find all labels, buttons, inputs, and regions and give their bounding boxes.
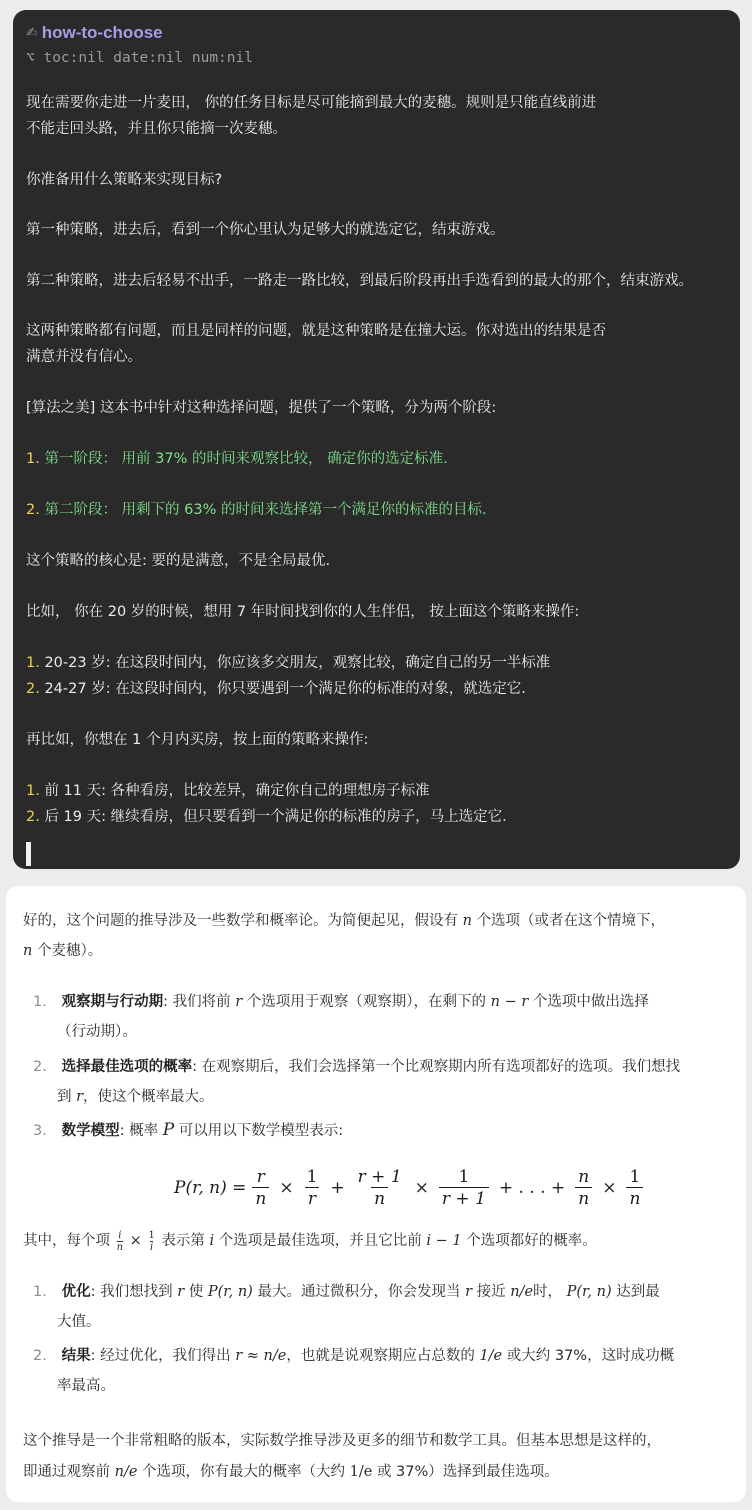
closing-line-2: 即通过观察前 n/e 个选项，你有最大的概率（大约 1/e 或 37%）选择到最佳选项。 (23, 1464, 559, 1480)
editor-text-line[interactable]: 满意并没有信心。 (26, 349, 142, 365)
document-title-text: how-to-choose (41, 23, 163, 42)
list-item-observe-act: 1. 观察期与行动期: 我们将前 r 个选项用于观察（观察期），在剩下的 n − r 个选项中做出选择 （行动期）。 (33, 994, 649, 1040)
document-title (26, 20, 163, 46)
probability-formula: P(r, n) = $\frac{r}{n}$ × $\frac{1}{r}$ + $\frac{r + 1}{n}$ × $\frac{1}{r + 1}$ + . . . + $\frac{n}{n}$ × $\frac{1}{n}$ (174, 1158, 649, 1218)
editor-text-line[interactable]: 第一种策略，进去后，看到一个你心里认为足够大的就选定它，结束游戏。 (26, 222, 505, 238)
example-list-item[interactable]: 2. 后 19 天: 继续看房，但只要看到一个满足你的标准的房子，马上选定它. (26, 809, 507, 825)
editor-text-line[interactable]: [算法之美] 这本书中针对这种选择问题，提供了一个策略，分为两个阶段: (26, 400, 497, 416)
editor-text-line[interactable]: 现在需要你走进一片麦田， 你的任务目标是尽可能摘到最大的麦穗。规则是只能直线前进 (26, 95, 597, 111)
list-item-optimize: 1. 优化: 我们想找到 r 使 P(r, n) 最大。通过微积分，你会发现当 r 接近 n/e时， P(r, n) 达到最 大值。 (33, 1284, 660, 1330)
editor-text-line[interactable]: 比如， 你在 20 岁的时候，想用 7 年时间找到你的人生伴侣， 按上面这个策略来操作: (26, 604, 580, 620)
document-options: ⌥ toc:nil date:nil num:nil (26, 50, 253, 66)
list-item-model: 3. 数学模型: 概率 P 可以用以下数学模型表示: (33, 1120, 344, 1140)
answer-panel (6, 886, 746, 1502)
example-list-item[interactable]: 1. 20-23 岁: 在这段时间内，你应该多交朋友，观察比较，确定自己的另一半标准 (26, 655, 551, 671)
editor-text-line[interactable]: 不能走回头路，并且你只能摘一次麦穗。 (26, 121, 287, 137)
editor-text-line[interactable]: 这个策略的核心是: 要的是满意，不是全局最优. (26, 553, 331, 569)
example-list-item[interactable]: 1. 前 11 天: 各种看房，比较差异，确定你自己的理想房子标准 (26, 783, 430, 799)
formula-explanation: 其中，每个项 $\frac{i}{n}$ × $\frac{1}{i}$ 表示第 i 个选项是最佳选项，并且它比前 i − 1 个选项都好的概率。 (23, 1229, 597, 1253)
editor-text-line[interactable]: 你准备用什么策略来实现目标? (26, 172, 223, 188)
text-cursor (26, 842, 31, 866)
intro-line-1: 好的，这个问题的推导涉及一些数学和概率论。为简便起见，假设有 n 个选项（或者在这个情境下， (23, 913, 666, 929)
intro-line-2: n 个麦穗）。 (23, 943, 103, 959)
list-item-probability: 2. 选择最佳选项的概率: 在观察期后，我们会选择第一个比观察期内所有选项都好的选项。我们想找 到 r，使这个概率最大。 (33, 1059, 681, 1105)
example-list-item[interactable]: 2. 24-27 岁: 在这段时间内，你只要遇到一个满足你的标准的对象，就选定它. (26, 681, 526, 697)
editor-panel[interactable] (13, 10, 740, 869)
pen-icon: ✍ (26, 25, 38, 41)
strategy-stage-item[interactable]: 1. 第一阶段： 用前 37% 的时间来观察比较， 确定你的选定标准. (26, 451, 448, 467)
editor-text-line[interactable]: 这两种策略都有问题，而且是同样的问题，就是这种策略是在撞大运。你对选出的结果是否 (26, 323, 606, 339)
strategy-stage-item[interactable]: 2. 第二阶段： 用剩下的 63% 的时间来选择第一个满足你的标准的目标. (26, 502, 487, 518)
editor-text-line[interactable]: 第二种策略，进去后轻易不出手，一路走一路比较，到最后阶段再出手选看到的最大的那个，结束游戏。 (26, 273, 693, 289)
editor-text-line[interactable]: 再比如，你想在 1 个月内买房，按上面的策略来操作: (26, 732, 369, 748)
list-item-result: 2. 结果: 经过优化，我们得出 r ≈ n/e，也就是说观察期应占总数的 1/e 或大约 37%，这时成功概 率最高。 (33, 1348, 675, 1394)
closing-line-1: 这个推导是一个非常粗略的版本，实际数学推导涉及更多的细节和数学工具。但基本思想是这样的， (23, 1433, 661, 1449)
